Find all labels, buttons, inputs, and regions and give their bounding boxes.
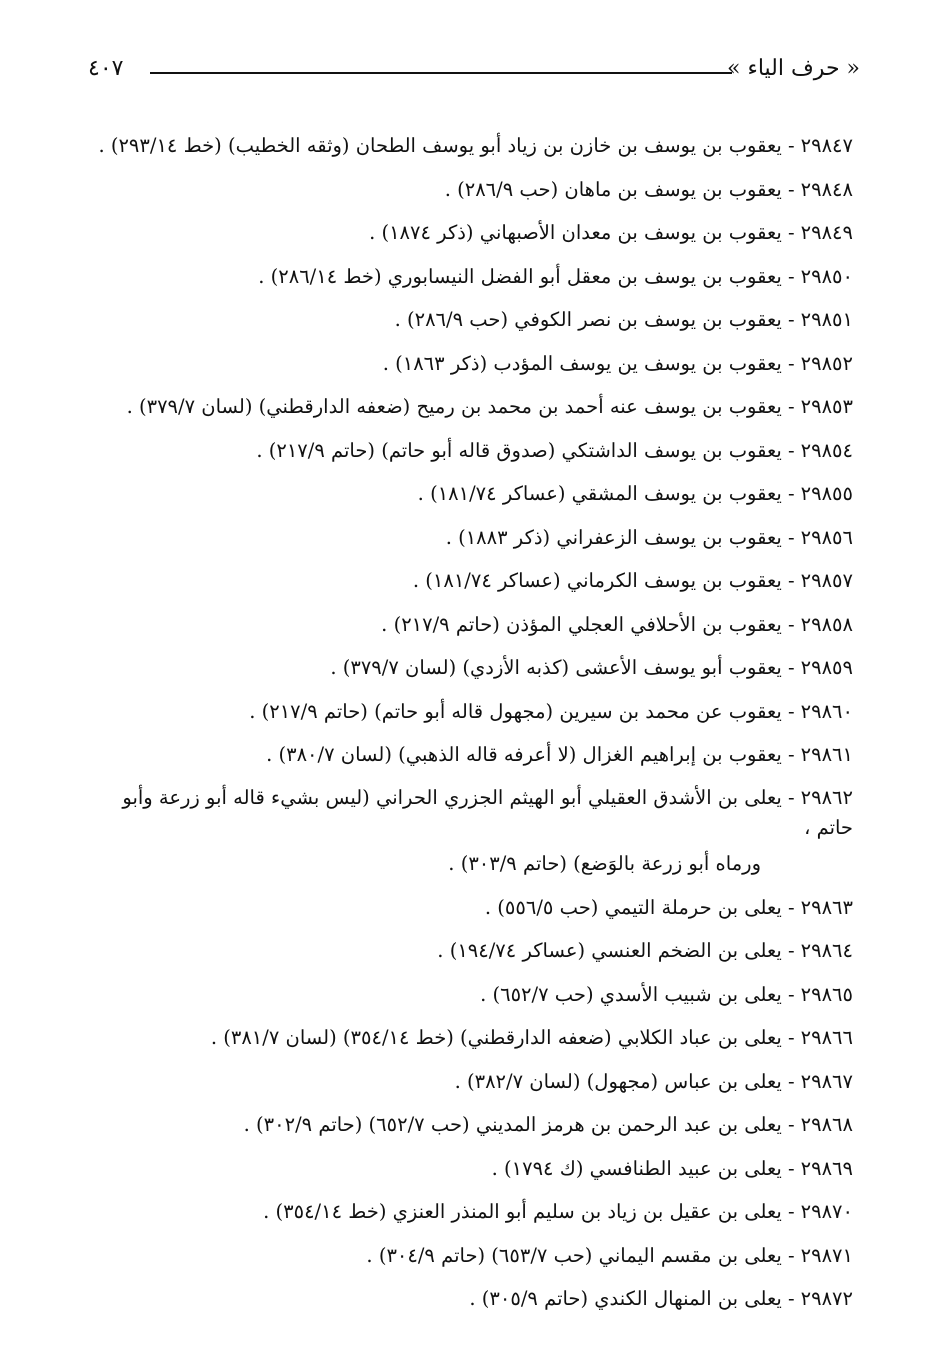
entry-number: ٢٩٨٥٢ <box>800 351 853 375</box>
entry-text: - يعقوب بن يوسف عنه أحمد بن محمد بن رميح (ضعفه الدارقطني) (لسان ٣٧٩/٧) . <box>126 395 795 418</box>
entry-number: ٢٩٨٦٠ <box>800 699 853 723</box>
entry-number: ٢٩٨٦٤ <box>800 939 853 962</box>
list-item <box>83 1147 853 1191</box>
entry-number: ٢٩٨٤٨ <box>800 177 853 201</box>
entry-number: ٢٩٨٥٠ <box>800 264 853 288</box>
entry-text: - يعلى بن عباد الكلابي (ضعفه الدارقطني) (خط ٣٥٤/١٤) (لسان ٣٨١/٧) . <box>210 1026 795 1049</box>
list-item <box>83 1060 853 1104</box>
list-item <box>83 733 853 777</box>
entry-text: - يعقوب بن يوسف الداشتكي (صدوق قاله أبو حاتم) (حاتم ٢١٧/٩) . <box>256 438 795 462</box>
entry-text: - يعلى بن المنهال الكندي (حاتم ٣٠٥/٩) . <box>469 1287 795 1310</box>
list-item <box>83 255 853 299</box>
list-item <box>83 1190 853 1234</box>
chapter-title: « حرف الياء » <box>727 56 860 81</box>
entry-number: ٢٩٨٦٩ <box>800 1156 853 1180</box>
entry-number: ٢٩٨٧١ <box>800 1243 853 1267</box>
list-item <box>83 929 853 973</box>
list-item <box>83 973 853 1017</box>
page-header <box>88 52 860 92</box>
entry-text: - يعلى بن عبد الرحمن بن هرمز المديني (حب ٦٥٢/٧) (حاتم ٣٠٢/٩) . <box>243 1113 795 1136</box>
entry-number: ٢٩٨٥٨ <box>800 612 853 636</box>
entry-number: ٢٩٨٤٩ <box>800 221 853 244</box>
entry-number: ٢٩٨٦٣ <box>800 895 853 919</box>
list-item <box>83 1016 853 1060</box>
list-item <box>83 777 853 886</box>
entry-text: - يعلى بن مقسم اليماني (حب ٦٥٣/٧) (حاتم ٣٠٤/٩) . <box>366 1243 795 1267</box>
entry-text: - يعقوب بن الأحلافي العجلي المؤذن (حاتم ٢١٧/٩) . <box>381 612 795 636</box>
entry-text: - يعلى بن عباس (مجهول) (لسان ٣٨٢/٧) . <box>454 1069 795 1093</box>
entry-number: ٢٩٨٦٦ <box>800 1026 853 1049</box>
list-item <box>83 646 853 690</box>
entry-text: - يعقوب بن يوسف الكرماني (عساكر ١٨١/٧٤) . <box>412 569 795 592</box>
entry-number: ٢٩٨٦٧ <box>800 1069 853 1093</box>
header-rule <box>150 72 732 74</box>
list-item <box>83 124 853 168</box>
entry-continuation: ورماه أبو زرعة بالوَضع) (حاتم ٣٠٣/٩) . <box>448 851 761 875</box>
entry-text: - يعقوب بن يوسف المشقي (عساكر ١٨١/٧٤) . <box>417 482 795 505</box>
entry-text: - يعلى بن عبيد الطنافسي (ك ١٧٩٤) . <box>491 1156 795 1180</box>
list-item <box>83 298 853 342</box>
entry-text: - يعلى بن الضخم العنسي (عساكر ١٩٤/٧٤) . <box>437 939 795 962</box>
entry-text: - يعلى بن حرملة التيمي (حب ٥٥٦/٥) . <box>484 895 795 919</box>
list-item <box>83 1277 853 1321</box>
list-item <box>83 886 853 930</box>
list-item <box>83 1234 853 1278</box>
entry-text: - يعقوب بن إبراهيم الغزال (لا أعرفه قاله الذهبي) (لسان ٣٨٠/٧) . <box>266 743 795 766</box>
list-item <box>83 1103 853 1147</box>
entry-text: - يعقوب بن يوسف بن خازن بن زياد أبو يوسف الطحان (وثقه الخطيب) (خط ٢٩٣/١٤) . <box>98 134 795 157</box>
entry-number: ٢٩٨٦١ <box>800 743 853 766</box>
entry-text: - يعقوب بن يوسف الزعفراني (ذكر ١٨٨٣) . <box>445 525 795 549</box>
list-item <box>83 385 853 429</box>
entry-number: ٢٩٨٦٢ <box>800 785 853 809</box>
entry-list <box>83 124 853 1321</box>
entry-text: - يعقوب بن يوسف بن ماهان (حب ٢٨٦/٩) . <box>444 177 795 201</box>
entry-text: - يعقوب بن يوسف بن نصر الكوفي (حب ٢٨٦/٩) . <box>394 308 795 331</box>
entry-number: ٢٩٨٦٨ <box>800 1113 853 1136</box>
page-number: ٤٠٧ <box>88 56 124 81</box>
list-item <box>83 516 853 560</box>
entry-number: ٢٩٨٥٤ <box>800 438 853 462</box>
list-item <box>83 429 853 473</box>
entry-number: ٢٩٨٤٧ <box>800 134 853 157</box>
entry-number: ٢٩٨٧٢ <box>800 1287 853 1310</box>
entry-number: ٢٩٨٥٦ <box>800 525 853 549</box>
entry-number: ٢٩٨٥٥ <box>800 482 853 505</box>
list-item <box>83 603 853 647</box>
entry-number: ٢٩٨٦٥ <box>800 982 853 1006</box>
entry-text: - يعقوب بن يوسف بن معقل أبو الفضل النيسابوري (خط ٢٨٦/١٤) . <box>258 264 795 288</box>
entry-number: ٢٩٨٥٣ <box>800 395 853 418</box>
list-item <box>83 342 853 386</box>
list-item <box>83 472 853 516</box>
entry-number: ٢٩٨٥٧ <box>800 569 853 592</box>
entry-text: - يعلى بن الأشدق العقيلي أبو الهيثم الجزري الحراني (ليس بشيء قاله أبو زرعة وأبو حاتم ، <box>122 785 853 839</box>
entry-text: - يعلى بن عقيل بن زياد بن سليم أبو المنذر العنزي (خط ٣٥٤/١٤) . <box>263 1200 795 1223</box>
entry-number: ٢٩٨٧٠ <box>800 1200 853 1223</box>
entry-text: - يعقوب أبو يوسف الأعشى (كذبه الأزدي) (لسان ٣٧٩/٧) . <box>330 656 795 679</box>
entry-text: - يعقوب بن يوسف ين يوسف المؤدب (ذكر ١٨٦٣) . <box>382 351 795 375</box>
list-item <box>83 690 853 734</box>
entry-number: ٢٩٨٥١ <box>800 308 853 331</box>
entry-number: ٢٩٨٥٩ <box>800 656 853 679</box>
list-item <box>83 559 853 603</box>
entry-text: - يعلى بن شبيب الأسدي (حب ٦٥٢/٧) . <box>480 982 795 1006</box>
list-item <box>83 168 853 212</box>
list-item <box>83 211 853 255</box>
entry-text: - يعقوب عن محمد بن سيرين (مجهول قاله أبو حاتم) (حاتم ٢١٧/٩) . <box>249 699 795 723</box>
entry-text: - يعقوب بن يوسف بن معدان الأصبهاني (ذكر ١٨٧٤) . <box>369 221 795 244</box>
